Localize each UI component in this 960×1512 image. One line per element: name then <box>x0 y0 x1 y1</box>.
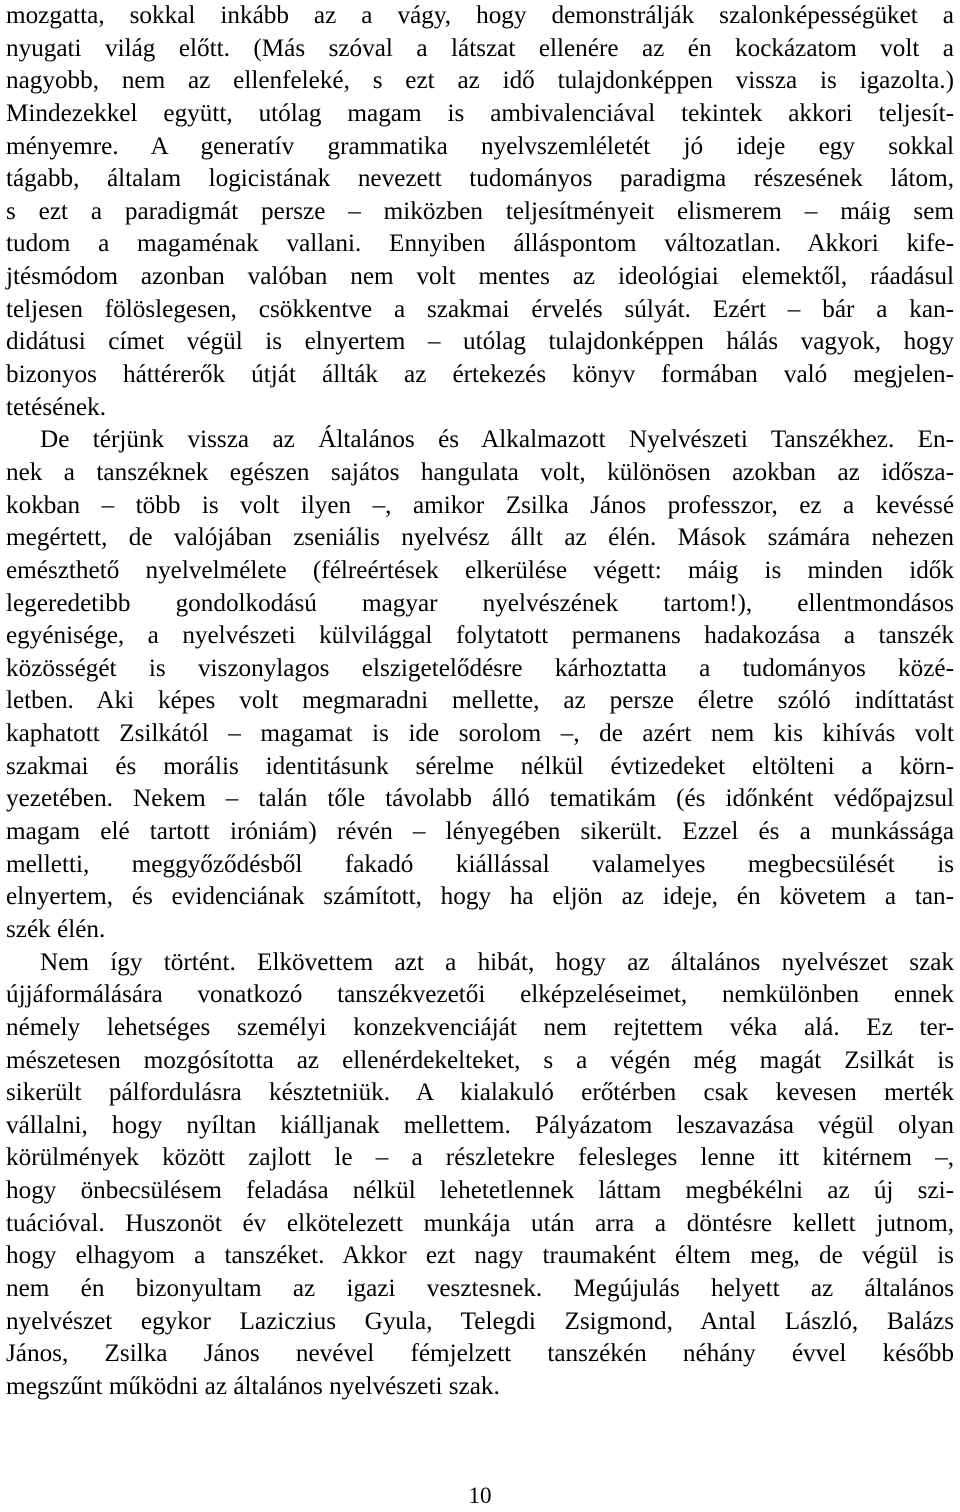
paragraph <box>6 424 954 946</box>
text-line: megszűnt működni az általános nyelvészeti szak. <box>6 1372 500 1400</box>
text-line: szakmai és morális identitásunk sérelme nélkül évtizedeket eltölteni a körn- <box>6 752 954 780</box>
text-line: magam elé tartott iróniám) révén – lényegében sikerült. Ezzel és a munkássága <box>6 818 954 846</box>
text-line: Mindezekkel együtt, utólag magam is ambivalenciával tekintek akkori teljesít- <box>6 99 954 127</box>
text-line: De térjünk vissza az Általános és Alkalmazott Nyelvészeti Tanszékhez. En- <box>40 426 954 454</box>
text-line: Nem így történt. Elkövettem azt a hibát, hogy az általános nyelvészet szak <box>40 948 954 976</box>
text-line: tudom a magaménak vallani. Ennyiben álláspontom változatlan. Akkori kife- <box>6 230 954 258</box>
text-line: bizonyos háttérerők útját állták az értekezés könyv formában való megjelen- <box>6 361 954 389</box>
text-line: emészthető nyelvelmélete (félreértések elkerülése végett: máig is minden idők <box>6 556 954 584</box>
text-line: szék élén. <box>6 915 106 943</box>
text-line: jtésmódom azonban valóban nem volt mentes az ideológiai elemektől, ráadásul <box>6 263 954 291</box>
text-line: némely lehetséges személyi konzekvenciáját nem rejtettem véka alá. Ez ter- <box>6 1013 954 1041</box>
text-line: tetésének. <box>6 393 106 421</box>
text-line: mozgatta, sokkal inkább az a vágy, hogy demonstrálják szalonképességüket a <box>6 2 954 29</box>
text-line: legeredetibb gondolkodású magyar nyelvészének tartom!), ellentmondásos <box>6 589 954 617</box>
paragraph <box>6 947 954 1404</box>
text-line: tuációval. Huszonöt év elkötelezett munkája után arra a döntésre kellett jutnom, <box>6 1209 954 1237</box>
text-line: melletti, meggyőződésből fakadó kiállással valamelyes megbecsülését is <box>6 850 954 878</box>
text-line: letben. Aki képes volt megmaradni mellette, az persze életre szóló indíttatást <box>6 687 954 715</box>
text-line: ményemre. A generatív grammatika nyelvszemléletét jó ideje egy sokkal <box>6 132 954 160</box>
text-line: megértett, de valójában zseniális nyelvész állt az élén. Mások számára nehezen <box>6 524 954 552</box>
text-line: elnyertem, és evidenciának számított, hogy ha eljön az ideje, én követem a tan- <box>6 883 954 911</box>
text-line: nek a tanszéknek egészen sajátos hangulata volt, különösen azokban az idősza- <box>6 458 954 486</box>
text-line: yezetében. Nekem – talán tőle távolabb álló tematikám (és időnként védőpajzsul <box>6 785 954 813</box>
text-line: nyelvészet egykor Laziczius Gyula, Telegdi Zsigmond, Antal László, Balázs <box>6 1307 954 1335</box>
text-line: újjáformálására vonatkozó tanszékvezetői elképzeléseimet, nemkülönben ennek <box>6 981 954 1009</box>
text-line: sikerült pálfordulásra késztetniük. A kialakuló erőtérben csak kevesen merték <box>6 1079 954 1107</box>
text-line: hogy önbecsülésem feladása nélkül lehetetlennek láttam megbékélni az új szi- <box>6 1177 954 1205</box>
text-line: közösségét is viszonylagos elszigetelődésre kárhoztatta a tudományos közé- <box>6 654 954 682</box>
text-line: nem én bizonyultam az igazi vesztesnek. Megújulás helyett az általános <box>6 1274 954 1302</box>
text-line: s ezt a paradigmát persze – miközben teljesítményeit elismerem – máig sem <box>6 197 954 225</box>
text-line: hogy elhagyom a tanszéket. Akkor ezt nagy traumaként éltem meg, de végül is <box>6 1242 954 1270</box>
text-line: nagyobb, nem az ellenfeleké, s ezt az idő tulajdonképpen vissza is igazolta.) <box>6 67 954 95</box>
text-line: János, Zsilka János nevével fémjelzett tanszékén néhány évvel később <box>6 1340 954 1368</box>
text-line: kokban – több is volt ilyen –, amikor Zsilka János professzor, ez a kevéssé <box>6 491 954 519</box>
text-line: tágabb, általam logicistának nevezett tudományos paradigma részesének látom, <box>6 165 954 193</box>
text-line: egyénisége, a nyelvészeti külvilággal folytatott permanens hadakozása a tanszék <box>6 622 954 650</box>
text-line: kaphatott Zsilkától – magamat is ide sorolom –, de azért nem kis kihívás volt <box>6 720 954 748</box>
text-line: teljesen fölöslegesen, csökkentve a szakmai érvelés súlyát. Ezért – bár a kan- <box>6 295 954 323</box>
text-line: körülmények között zajlott le – a részletekre felesleges lenne itt kitérnem –, <box>6 1144 954 1172</box>
document-body <box>6 0 954 1404</box>
text-line: mészetesen mozgósította az ellenérdekelteket, s a végén még magát Zsilkát is <box>6 1046 954 1074</box>
text-line: nyugati világ előtt. (Más szóval a látszat ellenére az én kockázatom volt a <box>6 34 954 62</box>
page-number: 10 <box>468 1483 492 1508</box>
paragraph <box>6 0 954 424</box>
text-line: didátusi címet végül is elnyertem – utólag tulajdonképpen hálás vagyok, hogy <box>6 328 954 356</box>
text-line: vállalni, hogy nyíltan kiálljanak mellettem. Pályázatom leszavazása végül olyan <box>6 1111 954 1139</box>
